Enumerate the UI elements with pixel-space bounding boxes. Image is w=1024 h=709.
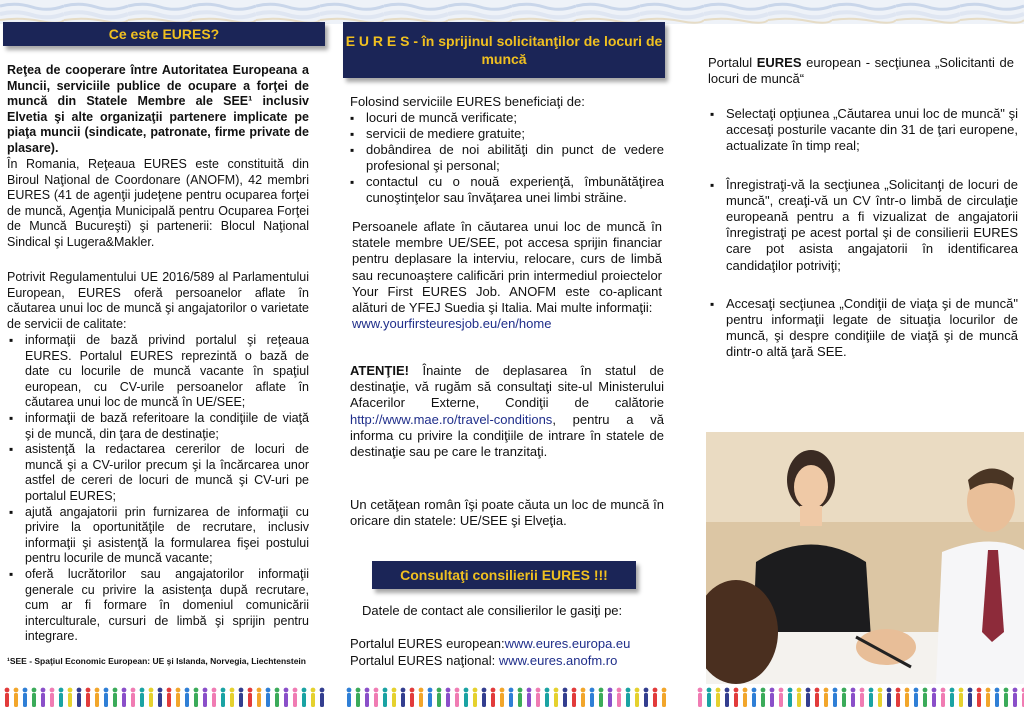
warning-label: ATENŢIE!	[350, 363, 409, 378]
support-heading-box	[343, 22, 665, 78]
portal-section-intro	[708, 55, 1014, 87]
portal-ro-label: Portalul EURES naţional:	[350, 653, 499, 668]
list-item: ▪ ajută angajatorii prin furnizarea de informaţii cu privire la oportunităţile de recrutare, inclusiv informaţii şi asistenţă la formularea fişei postului pentru locurile de muncă vacante;	[7, 505, 309, 567]
consult-heading: Consultaţi consilierii EURES !!!	[400, 567, 608, 583]
what-is-eures-heading-box	[3, 22, 325, 46]
list-item: ▪ servicii de mediere gratuite;	[348, 126, 664, 142]
citizen-text: Un cetăţean român îşi poate căuta un loc de muncă în oricare din statele: UE/SEE şi Elveţia.	[350, 497, 664, 529]
eures-definition: Reţea de cooperare între Autoritatea Europeana a Muncii, serviciile publice de ocupare a forţei de muncă din Statele Membre ale SEE¹ inclusiv Elvetia şi alte organizaţii partenere implicate pe piaţa muncii (sindicate, patronate, firme private de plasare).	[7, 63, 309, 155]
portal-intro-b: european - secţiunea „Solicitanti de locuri de muncă“	[708, 55, 1014, 87]
column-what-is-eures	[0, 0, 340, 684]
list-item: ▪ Înregistraţi-vă la secţiunea „Solicitanţi de locuri de muncă", creaţi-vă un CV într-o limbă de circulaţie europeană pentru a fi vizualizat de angajatorii înregistraţi pe acest portal şi de consilierii EURES care pot asista angajatorii în identificarea candidaţilor potriviţi;	[708, 177, 1018, 274]
warning-text	[350, 363, 664, 460]
portal-steps-list	[708, 106, 1018, 361]
yfej-link[interactable]: www.yourfirsteuresjob.eu/en/home	[352, 316, 552, 332]
support-heading: E U R E S - în sprijinul solicitanţilor de locuri de muncă	[345, 33, 663, 67]
portal-eu-label: Portalul EURES european:	[350, 636, 505, 651]
portal-ro-line	[350, 653, 680, 669]
warning-text-b: , pentru a vă informa cu privire la condiţiile de intrare în statele de destinaţie sau pe care le tranzitaţi.	[350, 411, 664, 460]
warning-text-a: Înainte de deplasarea în statul de destinaţie, vă rugăm să consultaţi site-ul Ministerului Afacerilor Externe, Condiţii de calătorie	[350, 363, 664, 411]
benefits-intro: Folosind serviciile EURES beneficiaţi de:	[350, 94, 585, 109]
portal-ro-link[interactable]: www.eures.anofm.ro	[498, 653, 618, 668]
consult-heading-box	[372, 561, 636, 589]
see-footnote: ¹SEE - Spaţiul Economic European: UE şi Islanda, Norvegia, Liechtenstein	[7, 656, 306, 666]
portal-intro-a: Portalul	[708, 55, 757, 70]
mae-link[interactable]: http://www.mae.ro/travel-conditions	[350, 411, 553, 427]
portal-eu-link[interactable]: www.eures.europa.eu	[504, 636, 631, 651]
portal-intro-eures: EURES	[756, 55, 802, 70]
list-item: ▪ contactul cu o nouă experienţă, îmbunătăţirea cunoştinţelor sau învăţarea unei limbi străine.	[348, 174, 664, 206]
list-item: ▪ asistenţă la redactarea cererilor de locuri de muncă şi a CV-urilor precum şi la încărcarea unor astfel de cereri de locuri de muncă şi CV-uri pe portalul EURES;	[7, 442, 309, 504]
column-eures-support	[340, 0, 680, 684]
regulation-text: Potrivit Regulamentului UE 2016/589 al Parlamentului European, EURES oferă persoanelor aflate în căutarea unui loc de muncă şi angajatorilor o varietate de servicii de calitate:	[7, 270, 309, 331]
list-item: ▪ informaţii de bază privind portalul şi reţeaua EURES. Portalul EURES reprezintă o bază de date cu locurile de muncă vacante în spaţiul european, cu CV-urile persoanelor aflate în căutarea unui loc de muncă în UE/SEE;	[7, 333, 309, 411]
yfej-text	[352, 219, 662, 332]
benefits-list	[348, 110, 664, 206]
romania-network-text: În Romania, Reţeaua EURES este constituită din Biroul Naţional de Coordonare (ANOFM), 42 membri EURES (41 de agenţii judeţene pentru ocuparea forţei de muncă, Agenţia Municipală pentru Ocuparea Forţei de Muncă Bucureşti) şi partenerii: Blocul Naţional Sindical şi Lugera&Makler.	[7, 157, 309, 249]
list-item: ▪ locuri de muncă verificate;	[348, 110, 664, 126]
list-item: ▪ Selectaţi opţiunea „Căutarea unui loc de muncă" şi accesaţi posturile vacante din 31 de ţari europene, actualizate în timp real;	[708, 106, 1018, 155]
list-item: ▪ informaţii de bază referitoare la condiţiile de viaţă şi de muncă, din ţara de destinaţie;	[7, 411, 309, 442]
decorative-people-strip	[0, 684, 1024, 709]
list-item: ▪ dobândirea de noi abilităţi din punct de vedere profesional şi personal;	[348, 142, 664, 174]
list-item: ▪ Accesaţi secţiunea „Condiţii de viaţa şi de muncă" pentru informaţii legate de situaţia locurilor de muncă, şi despre condiţiile de viaţă şi de muncă dintr-o altă ţară SEE.	[708, 296, 1018, 361]
interview-illustration	[706, 432, 1024, 684]
contacts-intro: Datele de contact ale consilierilor le gasiţi pe:	[362, 603, 623, 618]
list-item: ▪ oferă lucrătorilor sau angajatorilor informaţii generale cu privire la asistenţa după recrutare, cum ar fi formare în domeniul comunicării interculturale, cursuri de limbă şi sprijin pentru integrare.	[7, 567, 309, 645]
interview-photo	[706, 432, 1024, 684]
portal-eu-line	[350, 636, 680, 652]
what-is-eures-heading: Ce este EURES?	[108, 26, 220, 42]
yfej-description: Persoanele aflate în căutarea unui loc de muncă în statele membre UE/SEE, pot accesa sprijin financiar pentru deplasare la interviu, relocare, curs de limbă sau recunoaştere calificări prin intermediul proiectelor Your First EURES Job. ANOFM este co-aplicant alături de YFEJ Suedia şi Italia. Mai multe informaţii:	[352, 219, 662, 316]
services-list	[7, 333, 309, 645]
